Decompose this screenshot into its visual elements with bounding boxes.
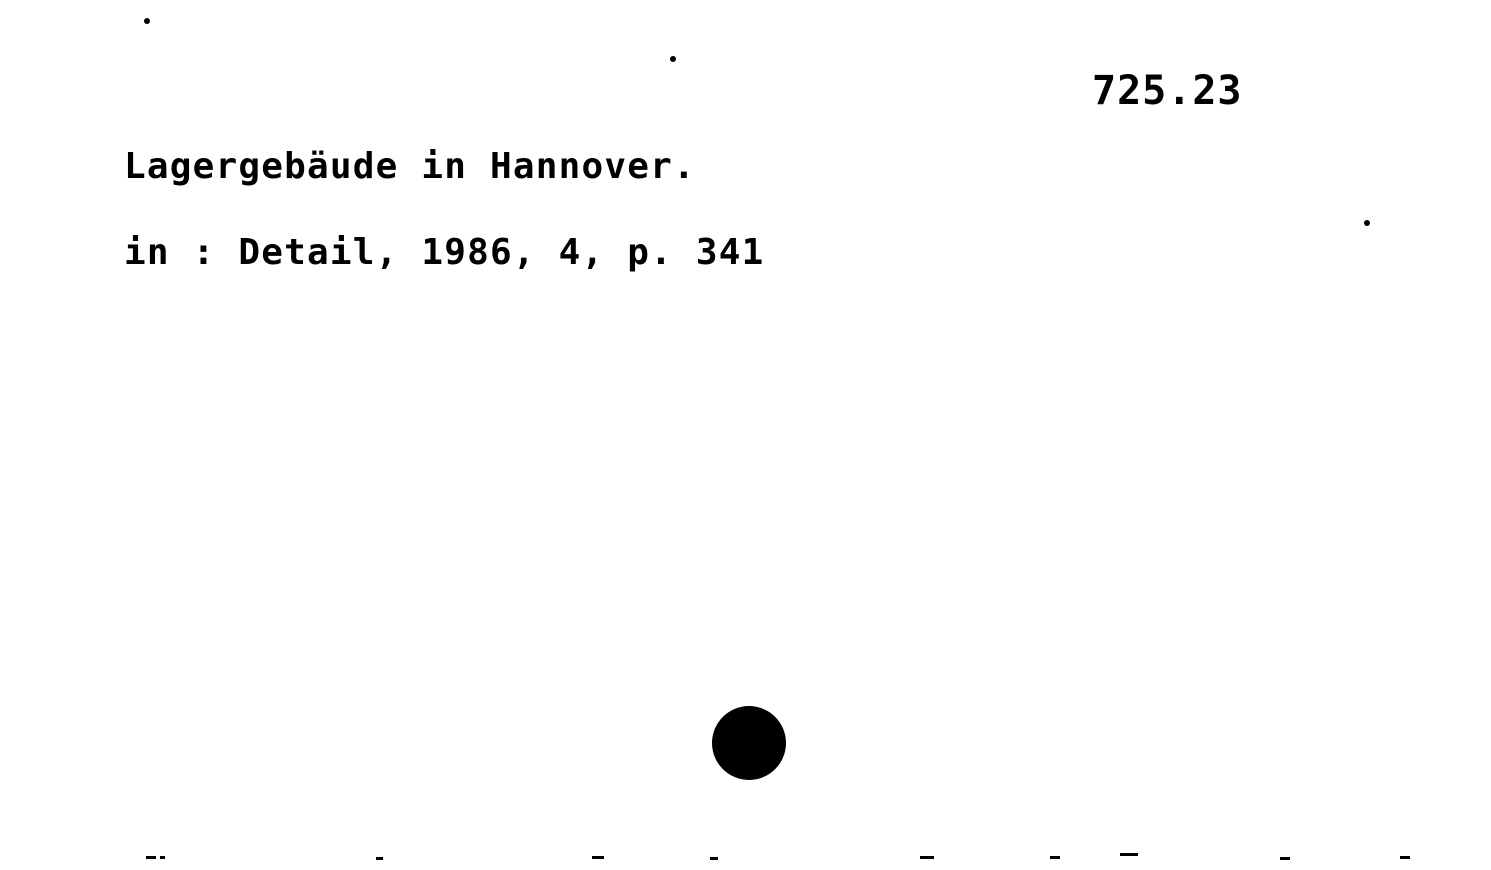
scan-edge-tick [592,856,604,859]
punch-dot-mark [712,706,786,780]
scan-edge-tick [160,856,165,859]
scan-edge-tick [1400,856,1410,859]
scan-edge-tick [920,856,934,859]
scan-edge-tick [1050,856,1060,859]
source-citation-text: in : Detail, 1986, 4, p. 341 [124,232,765,273]
scan-edge-tick [710,857,718,860]
scan-edge-tick [1120,853,1138,856]
scan-speck [670,56,676,62]
scan-edge-tick [376,857,383,860]
scan-edge-tick [146,856,156,859]
scan-speck [1364,220,1370,226]
scan-speck [144,18,150,24]
classmark-text: 725.23 [1092,68,1243,114]
scan-edge-tick [1280,857,1290,860]
title-text: Lagergebäude in Hannover. [124,146,696,187]
